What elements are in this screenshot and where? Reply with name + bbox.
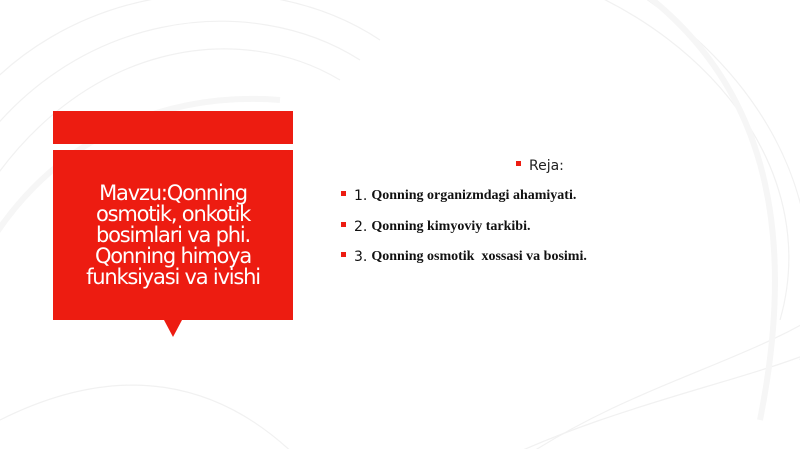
plan-item-text: Qonning osmotik xossasi va bosimi. (371, 249, 587, 264)
plan-item-text: Qonning organizmdagi ahamiyati. (371, 188, 577, 203)
plan-item-text: Qonning kimyoviy tarkibi. (371, 219, 531, 234)
plan-item-number: 1. (354, 188, 368, 204)
bullet-square-icon (341, 252, 346, 257)
plan-item-1 (341, 188, 576, 204)
plan-item-2 (341, 219, 530, 235)
bullet-square-icon (341, 222, 346, 227)
plan-heading-text: Reja: (529, 158, 564, 174)
plan-item-number: 2. (354, 219, 368, 235)
bullet-square-icon (516, 161, 521, 166)
plan-item-number: 3. (354, 249, 368, 265)
slide-title: Mavzu:Qonning osmotik, onkotik bosimlari va phi. Qonning himoya funksiyasi va ivishi (86, 180, 260, 289)
plan-item-3 (341, 249, 587, 265)
bullet-square-icon (341, 191, 346, 196)
plan-heading (516, 158, 564, 174)
